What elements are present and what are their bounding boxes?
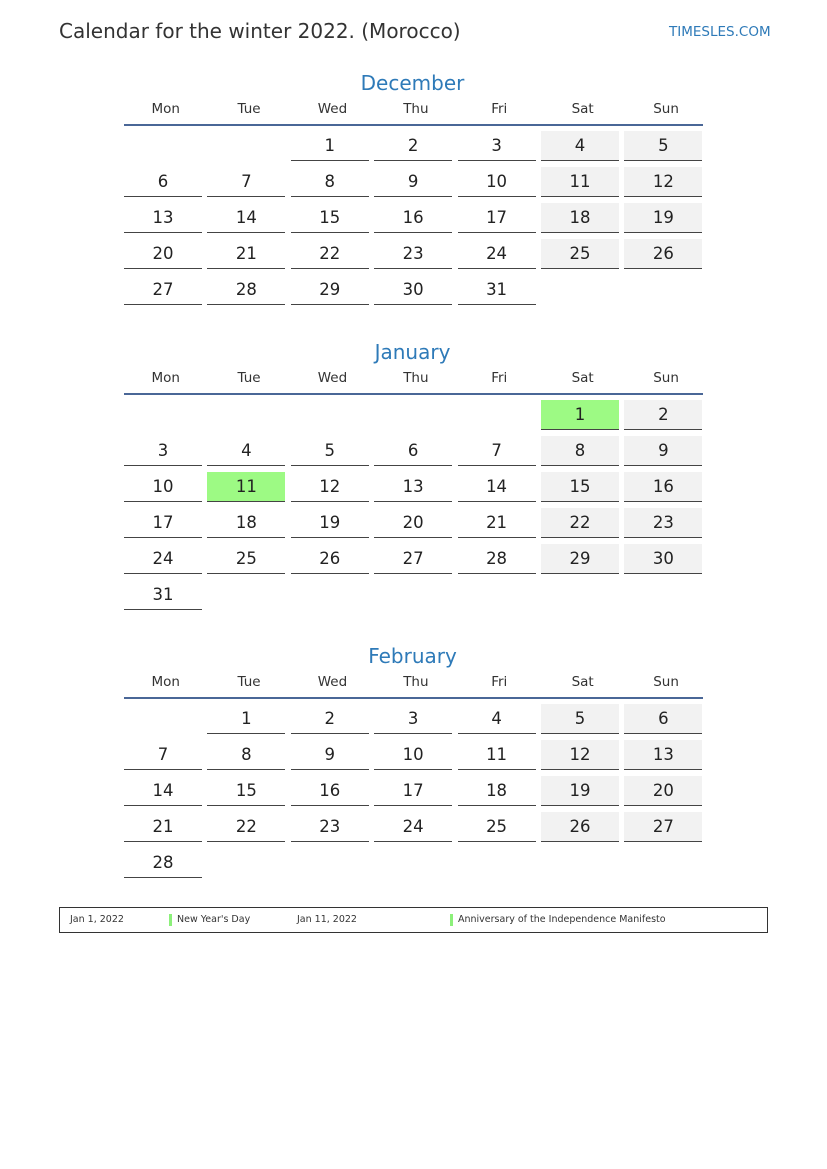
weekday-label: Thu (403, 101, 429, 117)
weekday-label: Sat (571, 674, 594, 690)
day-cell: 18 (458, 776, 536, 806)
day-cell: 12 (291, 472, 369, 502)
day-cell: 30 (374, 275, 452, 305)
day-cell: 3 (458, 131, 536, 161)
weekday-header (124, 672, 703, 699)
day-cell: 5 (624, 131, 702, 161)
day-cell: 28 (207, 275, 285, 305)
empty-cell (291, 400, 369, 430)
weekday-label: Wed (317, 370, 348, 386)
day-cell: 2 (624, 400, 702, 430)
legend-color-marker (450, 914, 453, 926)
day-cell: 17 (374, 776, 452, 806)
day-cell: 31 (458, 275, 536, 305)
day-cell: 7 (458, 436, 536, 466)
day-cell: 21 (458, 508, 536, 538)
day-cell: 10 (374, 740, 452, 770)
month-title: January (374, 340, 451, 364)
day-cell: 12 (541, 740, 619, 770)
day-cell: 24 (124, 544, 202, 574)
day-cell: 1 (207, 704, 285, 734)
legend-date: Jan 11, 2022 (297, 914, 357, 925)
day-cell: 4 (458, 704, 536, 734)
weekday-header (124, 99, 703, 126)
day-cell: 20 (124, 239, 202, 269)
day-cell: 30 (624, 544, 702, 574)
day-cell: 15 (207, 776, 285, 806)
legend-holiday-name: Anniversary of the Independence Manifesto (458, 914, 666, 925)
day-cell: 1 (291, 131, 369, 161)
day-cell: 27 (374, 544, 452, 574)
day-cell: 16 (624, 472, 702, 502)
weekday-label: Thu (403, 370, 429, 386)
day-cell: 10 (458, 167, 536, 197)
day-cell: 28 (458, 544, 536, 574)
weekday-label: Tue (237, 674, 261, 690)
page-title: Calendar for the winter 2022. (Morocco) (59, 19, 461, 43)
day-cell: 24 (374, 812, 452, 842)
day-cell: 27 (124, 275, 202, 305)
empty-cell (124, 704, 202, 734)
weekday-label: Tue (237, 101, 261, 117)
day-cell: 3 (374, 704, 452, 734)
weekday-label: Fri (491, 101, 508, 117)
day-grid (124, 704, 709, 884)
month-title: December (360, 71, 465, 95)
day-cell: 2 (291, 704, 369, 734)
day-cell: 22 (541, 508, 619, 538)
day-cell: 9 (374, 167, 452, 197)
day-cell: 22 (207, 812, 285, 842)
day-cell: 15 (291, 203, 369, 233)
weekday-label: Thu (403, 674, 429, 690)
day-cell: 14 (124, 776, 202, 806)
day-cell: 5 (291, 436, 369, 466)
day-cell: 23 (624, 508, 702, 538)
weekday-label: Fri (491, 370, 508, 386)
day-cell: 8 (291, 167, 369, 197)
weekday-label: Mon (151, 370, 180, 386)
day-grid (124, 400, 709, 616)
day-cell: 13 (624, 740, 702, 770)
weekday-label: Sat (571, 101, 594, 117)
weekday-label: Mon (151, 674, 180, 690)
weekday-label: Sun (653, 370, 679, 386)
day-cell: 20 (374, 508, 452, 538)
holiday-day-cell: 1 (541, 400, 619, 430)
empty-cell (124, 400, 202, 430)
weekday-label: Sun (653, 101, 679, 117)
day-cell: 19 (624, 203, 702, 233)
day-cell: 23 (374, 239, 452, 269)
month-title: February (368, 644, 457, 668)
month-january (124, 336, 703, 616)
legend-holiday-name: New Year's Day (177, 914, 251, 925)
day-cell: 27 (624, 812, 702, 842)
day-cell: 26 (624, 239, 702, 269)
day-cell: 26 (541, 812, 619, 842)
day-cell: 19 (291, 508, 369, 538)
day-cell: 28 (124, 848, 202, 878)
day-cell: 17 (124, 508, 202, 538)
day-cell: 25 (458, 812, 536, 842)
day-cell: 4 (541, 131, 619, 161)
day-cell: 14 (207, 203, 285, 233)
day-cell: 11 (541, 167, 619, 197)
day-cell: 12 (624, 167, 702, 197)
weekday-label: Mon (151, 101, 180, 117)
day-cell: 7 (124, 740, 202, 770)
day-cell: 6 (124, 167, 202, 197)
weekday-label: Wed (317, 101, 348, 117)
month-february (124, 640, 703, 884)
day-cell: 16 (291, 776, 369, 806)
day-cell: 21 (124, 812, 202, 842)
day-cell: 13 (374, 472, 452, 502)
legend-color-marker (169, 914, 172, 926)
weekday-label: Sat (571, 370, 594, 386)
day-cell: 16 (374, 203, 452, 233)
weekday-label: Sun (653, 674, 679, 690)
empty-cell (207, 131, 285, 161)
day-cell: 19 (541, 776, 619, 806)
day-cell: 23 (291, 812, 369, 842)
legend-date: Jan 1, 2022 (70, 914, 124, 925)
empty-cell (207, 400, 285, 430)
day-cell: 15 (541, 472, 619, 502)
day-cell: 8 (541, 436, 619, 466)
day-cell: 7 (207, 167, 285, 197)
day-cell: 24 (458, 239, 536, 269)
day-cell: 18 (541, 203, 619, 233)
day-cell: 8 (207, 740, 285, 770)
weekday-header (124, 368, 703, 395)
day-cell: 6 (374, 436, 452, 466)
weekday-label: Wed (317, 674, 348, 690)
weekday-label: Fri (491, 674, 508, 690)
day-cell: 25 (207, 544, 285, 574)
day-cell: 20 (624, 776, 702, 806)
day-cell: 11 (458, 740, 536, 770)
empty-cell (124, 131, 202, 161)
day-cell: 21 (207, 239, 285, 269)
day-cell: 29 (291, 275, 369, 305)
day-cell: 5 (541, 704, 619, 734)
holiday-legend (59, 907, 768, 933)
month-december (124, 67, 703, 311)
day-cell: 22 (291, 239, 369, 269)
day-cell: 4 (207, 436, 285, 466)
day-cell: 2 (374, 131, 452, 161)
day-cell: 26 (291, 544, 369, 574)
day-cell: 10 (124, 472, 202, 502)
day-cell: 3 (124, 436, 202, 466)
day-cell: 9 (624, 436, 702, 466)
day-cell: 18 (207, 508, 285, 538)
day-cell: 9 (291, 740, 369, 770)
day-cell: 17 (458, 203, 536, 233)
weekday-label: Tue (237, 370, 261, 386)
day-cell: 29 (541, 544, 619, 574)
holiday-day-cell: 11 (207, 472, 285, 502)
day-cell: 31 (124, 580, 202, 610)
empty-cell (374, 400, 452, 430)
day-cell: 14 (458, 472, 536, 502)
day-cell: 13 (124, 203, 202, 233)
empty-cell (458, 400, 536, 430)
site-link[interactable]: TIMESLES.COM (669, 24, 771, 40)
day-grid (124, 131, 709, 311)
day-cell: 6 (624, 704, 702, 734)
day-cell: 25 (541, 239, 619, 269)
